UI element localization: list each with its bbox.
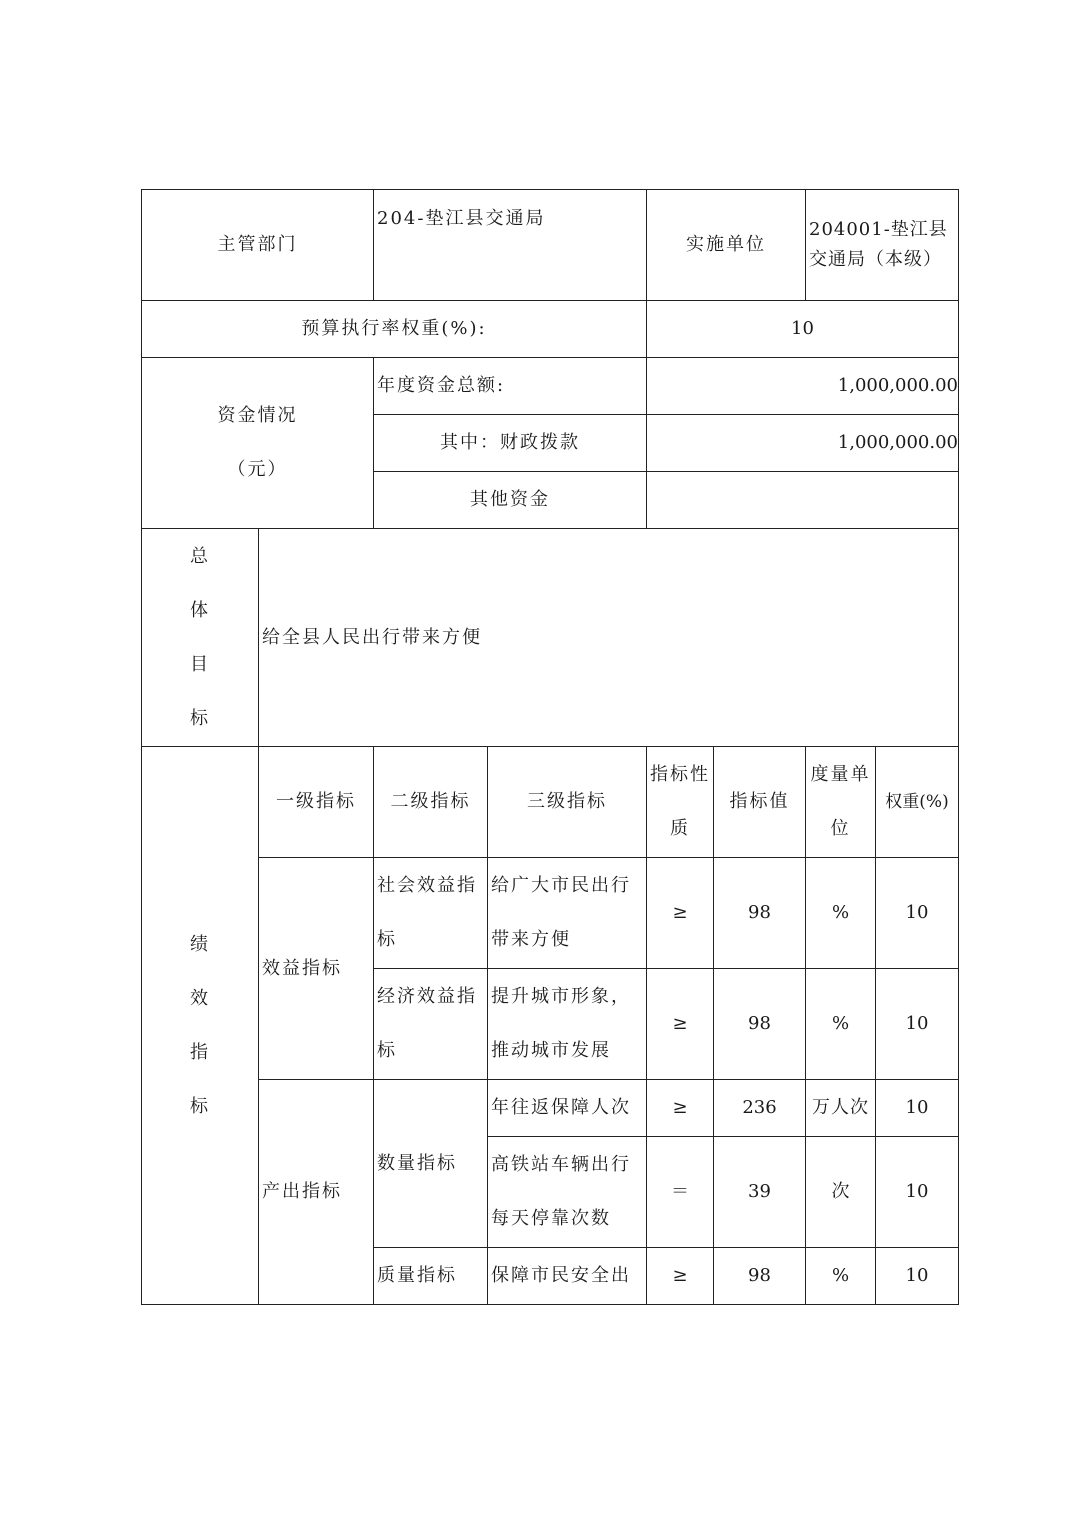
funds-fiscal-label: 其中：财政拨款 <box>374 415 647 472</box>
dept-label: 主管部门 <box>142 190 374 301</box>
level3-cell: 提升城市形象，推动城市发展 <box>488 969 647 1080</box>
goal-label-char: 总 <box>190 545 210 567</box>
funds-label-line1: 资金情况 <box>217 405 298 426</box>
perf-header-row <box>142 747 959 858</box>
unit-cell: % <box>806 858 876 969</box>
header-unit: 度量单位 <box>806 747 876 858</box>
weight-cell: 10 <box>876 969 959 1080</box>
header-value: 指标值 <box>714 747 806 858</box>
level1-output: 产出指标 <box>259 1080 374 1305</box>
level3-cell: 年往返保障人次 <box>488 1080 647 1137</box>
level2-cell: 社会效益指标 <box>374 858 488 969</box>
header-weight: 权重(%) <box>876 747 959 858</box>
dept-value: 204-垫江县交通局 <box>374 190 647 301</box>
nature-cell: ≥ <box>647 858 714 969</box>
budget-weight-label: 预算执行率权重(%): <box>142 301 647 358</box>
level3-cell: 高铁站车辆出行每天停靠次数 <box>488 1137 647 1248</box>
value-cell: 39 <box>714 1137 806 1248</box>
weight-cell: 10 <box>876 1248 959 1305</box>
indicator-row <box>142 1080 959 1137</box>
goal-label-char: 标 <box>190 707 210 729</box>
budget-weight-row <box>142 301 959 358</box>
goal-label-char: 目 <box>190 653 210 675</box>
funds-other-value <box>647 472 959 529</box>
header-level3: 三级指标 <box>488 747 647 858</box>
nature-cell: ＝ <box>647 1137 714 1248</box>
funds-label-line2: （元） <box>227 459 288 480</box>
level2-cell: 经济效益指标 <box>374 969 488 1080</box>
funds-total-label: 年度资金总额: <box>374 358 647 415</box>
level3-cell: 给广大市民出行带来方便 <box>488 858 647 969</box>
perf-label-char: 效 <box>190 987 210 1009</box>
performance-target-table <box>141 189 959 1305</box>
goal-label <box>142 529 259 747</box>
level3-cell: 保障市民安全出 <box>488 1248 647 1305</box>
perf-label-char: 绩 <box>190 933 210 955</box>
unit-cell: % <box>806 1248 876 1305</box>
funds-other-label: 其他资金 <box>374 472 647 529</box>
value-cell: 98 <box>714 1248 806 1305</box>
perf-label <box>142 747 259 1305</box>
unit-cell: 万人次 <box>806 1080 876 1137</box>
nature-cell: ≥ <box>647 1248 714 1305</box>
goal-text: 给全县人民出行带来方便 <box>259 529 959 747</box>
header-level2: 二级指标 <box>374 747 488 858</box>
budget-weight-value: 10 <box>647 301 959 358</box>
nature-cell: ≥ <box>647 969 714 1080</box>
header-row <box>142 190 959 301</box>
weight-cell: 10 <box>876 858 959 969</box>
value-cell: 236 <box>714 1080 806 1137</box>
indicator-row <box>142 858 959 969</box>
unit-cell: 次 <box>806 1137 876 1248</box>
nature-cell: ≥ <box>647 1080 714 1137</box>
funds-total-value: 1,000,000.00 <box>647 358 959 415</box>
level2-quality: 质量指标 <box>374 1248 488 1305</box>
value-cell: 98 <box>714 858 806 969</box>
unit-cell: % <box>806 969 876 1080</box>
header-nature: 指标性质 <box>647 747 714 858</box>
weight-cell: 10 <box>876 1080 959 1137</box>
funds-row <box>142 358 959 415</box>
weight-cell: 10 <box>876 1137 959 1248</box>
funds-fiscal-value: 1,000,000.00 <box>647 415 959 472</box>
impl-label: 实施单位 <box>647 190 806 301</box>
goal-label-char: 体 <box>190 599 210 621</box>
goal-row <box>142 529 959 747</box>
funds-label <box>142 358 374 529</box>
level2-quantity: 数量指标 <box>374 1080 488 1248</box>
value-cell: 98 <box>714 969 806 1080</box>
perf-label-char: 指 <box>190 1041 210 1063</box>
impl-value: 204001-垫江县交通局（本级） <box>806 190 959 301</box>
level1-benefit: 效益指标 <box>259 858 374 1080</box>
header-level1: 一级指标 <box>259 747 374 858</box>
perf-label-char: 标 <box>190 1095 210 1117</box>
